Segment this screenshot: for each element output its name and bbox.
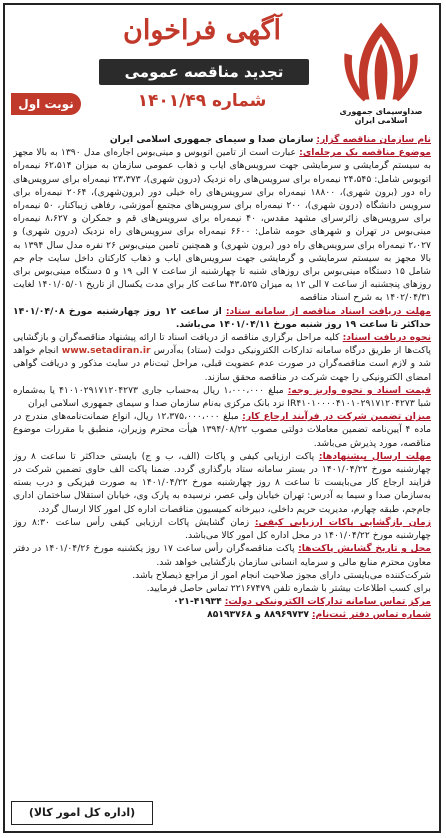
irib-logo-icon — [333, 15, 429, 111]
notice-number: شماره ۱۴۰۱/۴۹ — [137, 91, 267, 111]
deposit-label: قیمت اسناد و نحوه واریز وجه: — [287, 384, 431, 396]
info-paragraph: برای کسب اطلاعات بیشتر با شماره تلفن ۲۲۱۶۷۴۷۹ تماس حاصل فرمایید. — [146, 582, 431, 594]
org-value: سازمان صدا و سیمای جمهوری اسلامی ایران — [109, 134, 314, 145]
subject-paragraph — [13, 146, 431, 304]
subject-label: موضوع مناقصه یک مرحله‌ای: — [299, 147, 431, 159]
setad-contact-label: مرکز تماس سامانه تدارکات الکترونیکی دولت: — [224, 596, 431, 608]
setad-contact-paragraph — [13, 595, 431, 608]
notice-body — [13, 133, 431, 795]
setad-contact-value: ۴۱۹۳۴-۰۲۱ — [173, 596, 222, 608]
setad-office-paragraph — [13, 608, 431, 621]
submission-paragraph — [13, 450, 431, 516]
opening-label: محل و تاریخ گشایش پاکت‌ها: — [298, 543, 431, 555]
deadline-value: از ساعت ۱۲ روز چهارشنبه مورخ ۱۴۰۱/۰۴/۰۸ حداکثر تا ساعت ۱۹ روز شنبه مورخ ۱۴۰۱/۰۴/۱۱ می‌باشد. — [13, 305, 431, 330]
round-badge: نوبت اول — [11, 93, 81, 115]
submission-label: مهلت ارسال پیشنهادها: — [318, 450, 431, 462]
evaluation-paragraph — [13, 516, 431, 542]
submission-value: پاکت ارزیابی کیفی و پاکات (الف، ب و ج) بایستی حداکثر تا ساعت ۸ روز چهارشنبه مورخ ۱۴۰۱/۰۴/۲۲ در بستر سامانه ستاد بارگذاری گردد. ضمنا پاکت الف حاوی تضمین شرکت در فرایند ارجاع کار می‌بایست تا ساعت ۸ روز چهارشنبه مورخ ۱۴۰۱/۰۴/۲۲ به صورت فیزیکی و درب بسته به‌سازمان صدا و سیما به آدرس: تهران خیابان ولی عصر، نرسیده به پارک وی، خیابان استقلال ساختمان اداری جام‌جم، طبقه چهارم، مدیریت حریم داخلی، دبیرخانه کمیسیون مناقصات اداره کل امور کالا ارسال گردد. — [13, 450, 431, 515]
guarantee-paragraph — [13, 410, 431, 450]
evaluation-value: زمان گشایش پاکات ارزیابی کیفی رأس ساعت ۸:۳۰ روز چهارشنبه مورخ ۱۴۰۱/۰۴/۲۲ در محل اداره کل امور کالا می‌باشد. — [13, 516, 431, 542]
setad-office-value: ۸۸۹۶۹۷۳۷ و ۸۵۱۹۳۷۶۸ — [207, 609, 309, 621]
requirement-paragraph: شرکت‌کننده می‌بایستی دارای مجوز صلاحیت انجام امور از مراجع ذیصلاح باشد. — [132, 569, 431, 581]
logo-caption: صداوسیمای جمهوری اسلامی ایران — [339, 107, 423, 125]
guarantee-value: مبلغ ۱۲،۳۷۵،۰۰۰،۰۰۰ ریال، انواع ضمانت‌نامه‌های مندرج در ماده ۴ آیین‌نامه تضمین معاملات دولتی مصوب ۱۳۹۴/۰۸/۲۲ هیأت محترم وزیران، منطبق با مقررات موضوع مناقصه، مورد پذیرش می‌باشد. — [13, 411, 431, 449]
deadline-paragraph — [13, 305, 431, 331]
deposit-paragraph — [13, 384, 431, 410]
setad-office-label: شماره تماس دفتر ثبت‌نام: — [311, 609, 431, 621]
deadline-label: مهلت دریافت اسناد مناقصه از سامانه ستاد: — [225, 305, 431, 317]
evaluation-label: زمان بازگشایی پاکات ارزیابی کیفی: — [254, 516, 431, 528]
setad-link[interactable]: www.setadiran.ir — [61, 345, 151, 357]
issuer-footer: (اداره کل امور کالا) — [11, 801, 153, 825]
method-value-1: کلیه مراحل برگزاری مناقصه از دریافت اسناد تا ارائه پیشنهاد مناقصه‌گران و بازگشایی پاکت‌ها از طریق درگاه سامانه تدارکات الکترونیکی دولت (ستاد) به‌آدرس — [13, 332, 431, 357]
opening-paragraph — [13, 542, 431, 568]
subject-value: عبارت است از تامین اتوبوس و مینی‌بوس اجاره‌ای مدل ۱۳۹۰ به بالا مجهز به سیستم گرمایشی و سرمایشی جهت سرویس‌های ایاب و ذهاب عمومی سازمان به میزان ۶۲،۵۱۴ نیمه‌راه اتوبوس شامل: ۲۴،۵۴۵ نیمه‌راه برای سرویس‌های راه نزدیک (درون شهری)، ۲۳،۳۷۳ نیمه‌راه برای سرویس‌های راه دور (برون شهری)، ۱۸۸۰۰ نیمه‌راه برای سرویس‌های راه خیلی دور (برون‌شهری)، ۲۰۶۴ نیمه‌راه برای سرویس دانشگاه (درون شهری)، ۲۰۰ نیمه‌راه برای سرویس‌های مجتمع آموزشی، رفاهی زیباکنار، ۵۰ نیمه‌راه برای سرویس‌های زائرسرای مشهد مقدس، ۴۰ نیمه‌راه برای سرویس‌های قم و جمکران و ۸،۶۲۷ نیمه‌راه مینی‌بوس در تهران و شهرهای حومه شامل: ۶۶۰۰ نیمه‌راه برای سرویس‌های راه نزدیک (درون شهری) و ۲،۰۲۷ نیمه‌راه برای سرویس‌های راه دور (برون شهری) و همچنین تامین مینی‌بوس ۲۶ نفره مدل سال ۱۳۹۴ به بالا مجهز به سیستم سرمایشی و گرمایشی جهت سرویس‌های ایاب و ذهاب کارکنان داخل سایت جام جم شامل ۱۵ دستگاه مینی‌بوس برای روزهای شنبه تا چهارشنبه از ساعت ۷ الی ۱۹ و ۵ دستگاه مینی‌بوس برای روزهای پنجشنبه از ساعت ۷ الی ۱۲ به میزان ۴۳،۵۲۵ ساعت کار برای مدت یکسال از تاریخ ۱۴۰۱/۰۵/۰۱ لغایت ۱۴۰۲/۰۴/۳۱ به شرح اسناد مناقصه — [13, 147, 431, 304]
deposit-value: مبلغ ۱،۰۰۰،۰۰۰ ریال به‌حساب جاری ۴۱۰۱۰۲۹۱۷۱۲۰۴۲۷۳ یا به‌شماره شبا IR۴۱۰۱۰۰۰۰۴۱۰۱۰۲۹۱۷۱۲۰۴۲۷۳ نزد بانک مرکزی به‌نام سازمان صدا و سیمای جمهوری اسلامی ایران — [13, 384, 431, 410]
org-label: نام سازمان مناقصه گزار: — [316, 134, 431, 145]
method-paragraph — [13, 331, 431, 384]
method-value-2: انجام خواهد شد و لازم است مناقصه‌گران در صورت عدم عضویت قبلی، مراحل ثبت‌نام در سایت مذکور و دریافت گواهی امضای الکترونیکی را جهت شرکت در مناقصه محقق سازند. — [13, 345, 431, 383]
org-paragraph — [13, 133, 431, 146]
notice-title: آگهی فراخوان — [123, 15, 281, 46]
notice-subtitle: تجدید مناقصه عمومی — [99, 59, 309, 85]
notice-frame — [3, 3, 441, 833]
method-label: نحوه دریافت اسناد: — [342, 332, 431, 344]
guarantee-label: میزان تضمین شرکت در فرآیند ارجاع کار: — [242, 411, 431, 423]
opening-value: پاکت مناقصه‌گران رأس ساعت ۱۷ روز یکشنبه مورخ ۱۴۰۱/۰۴/۲۶ در دفتر معاون محترم منابع مالی و سرمایه انسانی سازمان بازگشایی خواهد شد. — [13, 543, 431, 568]
notice-header — [5, 5, 439, 129]
